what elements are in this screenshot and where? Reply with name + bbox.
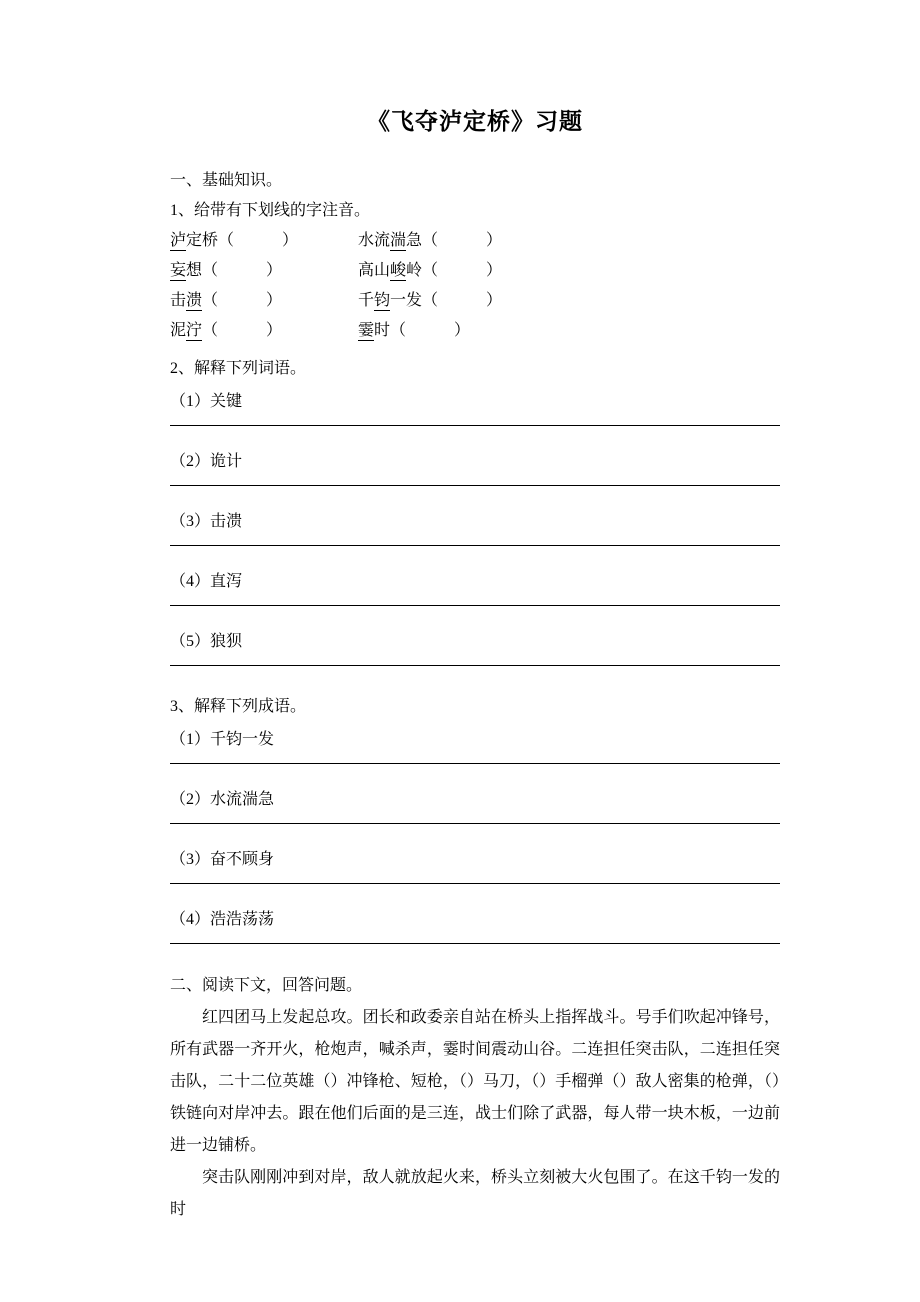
pinyin-item bbox=[170, 256, 358, 286]
idiom-item bbox=[170, 790, 780, 824]
definition-label: （4）直泻 bbox=[170, 573, 243, 590]
pinyin-underlined-char: 峻 bbox=[390, 262, 407, 279]
reading-section bbox=[170, 970, 780, 1226]
pinyin-text-pre: 高山 bbox=[358, 262, 391, 279]
question-1-heading: 1、给带有下划线的字注音。 bbox=[170, 202, 371, 219]
answer-line bbox=[170, 545, 780, 546]
idiom-label: （4）浩浩荡荡 bbox=[170, 911, 275, 928]
pinyin-item bbox=[170, 316, 358, 346]
pinyin-item bbox=[358, 256, 502, 286]
reading-paragraph: 突击队刚刚冲到对岸，敌人就放起火来，桥头立刻被大火包围了。在这千钧一发的时 bbox=[170, 1169, 780, 1218]
pinyin-answer-parens: （ ） bbox=[202, 322, 283, 339]
pinyin-underlined-char: 妄 bbox=[170, 262, 187, 279]
pinyin-item bbox=[170, 226, 358, 256]
pinyin-answer-parens: （ ） bbox=[218, 232, 299, 249]
reading-paragraph: 红四团马上发起总攻。团长和政委亲自站在桥头上指挥战斗。号手们吹起冲锋号，所有武器一齐开火，枪炮声，喊杀声，霎时间震动山谷。二连担任突击队，二连担任突击队，二十二位英雄（）冲锋枪、短枪，（）马刀，（）手榴弹（）敌人密集的枪弹，（）铁链向对岸冲去。跟在他们后面的是三连，战士们除了武器，每人带一块木板，一边前进一边铺桥。 bbox=[170, 1009, 780, 1154]
answer-line bbox=[170, 425, 780, 426]
definition-label: （1）关键 bbox=[170, 393, 243, 410]
pinyin-item bbox=[358, 316, 502, 346]
pinyin-answer-parens: （ ） bbox=[390, 322, 471, 339]
definition-item bbox=[170, 632, 780, 666]
section-1-heading: 一、基础知识。 bbox=[170, 172, 283, 189]
answer-line bbox=[170, 883, 780, 884]
pinyin-item bbox=[358, 286, 502, 316]
idiom-label: （3）奋不顾身 bbox=[170, 851, 275, 868]
definition-item bbox=[170, 452, 780, 486]
pinyin-answer-parens: （ ） bbox=[422, 262, 503, 279]
pinyin-answer-parens: （ ） bbox=[202, 262, 283, 279]
pinyin-answer-parens: （ ） bbox=[422, 232, 503, 249]
idiom-item bbox=[170, 730, 780, 764]
pinyin-underlined-char: 溃 bbox=[186, 292, 203, 309]
pinyin-exercise-grid bbox=[170, 226, 780, 346]
question-3-heading: 3、解释下列成语。 bbox=[170, 698, 307, 715]
pinyin-text-pre: 千 bbox=[358, 292, 375, 309]
definition-label: （5）狼狈 bbox=[170, 633, 243, 650]
definition-item bbox=[170, 572, 780, 606]
pinyin-text-pre: 泥 bbox=[170, 322, 187, 339]
pinyin-underlined-char: 钧 bbox=[374, 292, 391, 309]
question-2-heading: 2、解释下列词语。 bbox=[170, 360, 307, 377]
pinyin-text-post: 一发 bbox=[390, 292, 423, 309]
answer-line bbox=[170, 943, 780, 944]
pinyin-underlined-char: 泞 bbox=[186, 322, 203, 339]
pinyin-text-post: 定桥 bbox=[186, 232, 219, 249]
pinyin-item bbox=[170, 286, 358, 316]
pinyin-text-pre: 击 bbox=[170, 292, 187, 309]
section-2-heading: 二、阅读下文，回答问题。 bbox=[170, 977, 363, 994]
pinyin-text-post: 想 bbox=[186, 262, 203, 279]
answer-line bbox=[170, 665, 780, 666]
pinyin-answer-parens: （ ） bbox=[422, 292, 503, 309]
definition-item bbox=[170, 392, 780, 426]
idiom-label: （1）千钧一发 bbox=[170, 731, 275, 748]
pinyin-item bbox=[358, 226, 502, 256]
page-title: 《飞夺泸定桥》习题 bbox=[367, 109, 583, 134]
definition-item bbox=[170, 512, 780, 546]
pinyin-underlined-char: 泸 bbox=[170, 232, 187, 249]
idiom-label: （2）水流湍急 bbox=[170, 791, 275, 808]
pinyin-text-post: 急 bbox=[406, 232, 423, 249]
pinyin-underlined-char: 湍 bbox=[390, 232, 407, 249]
pinyin-underlined-char: 霎 bbox=[358, 322, 375, 339]
definition-label: （3）击溃 bbox=[170, 513, 243, 530]
pinyin-text-post: 岭 bbox=[406, 262, 423, 279]
definition-label: （2）诡计 bbox=[170, 453, 243, 470]
answer-line bbox=[170, 485, 780, 486]
idiom-item bbox=[170, 850, 780, 884]
pinyin-text-pre: 水流 bbox=[358, 232, 391, 249]
idiom-item bbox=[170, 910, 780, 944]
pinyin-answer-parens: （ ） bbox=[202, 292, 283, 309]
pinyin-text-post: 时 bbox=[374, 322, 391, 339]
answer-line bbox=[170, 763, 780, 764]
answer-line bbox=[170, 605, 780, 606]
answer-line bbox=[170, 823, 780, 824]
